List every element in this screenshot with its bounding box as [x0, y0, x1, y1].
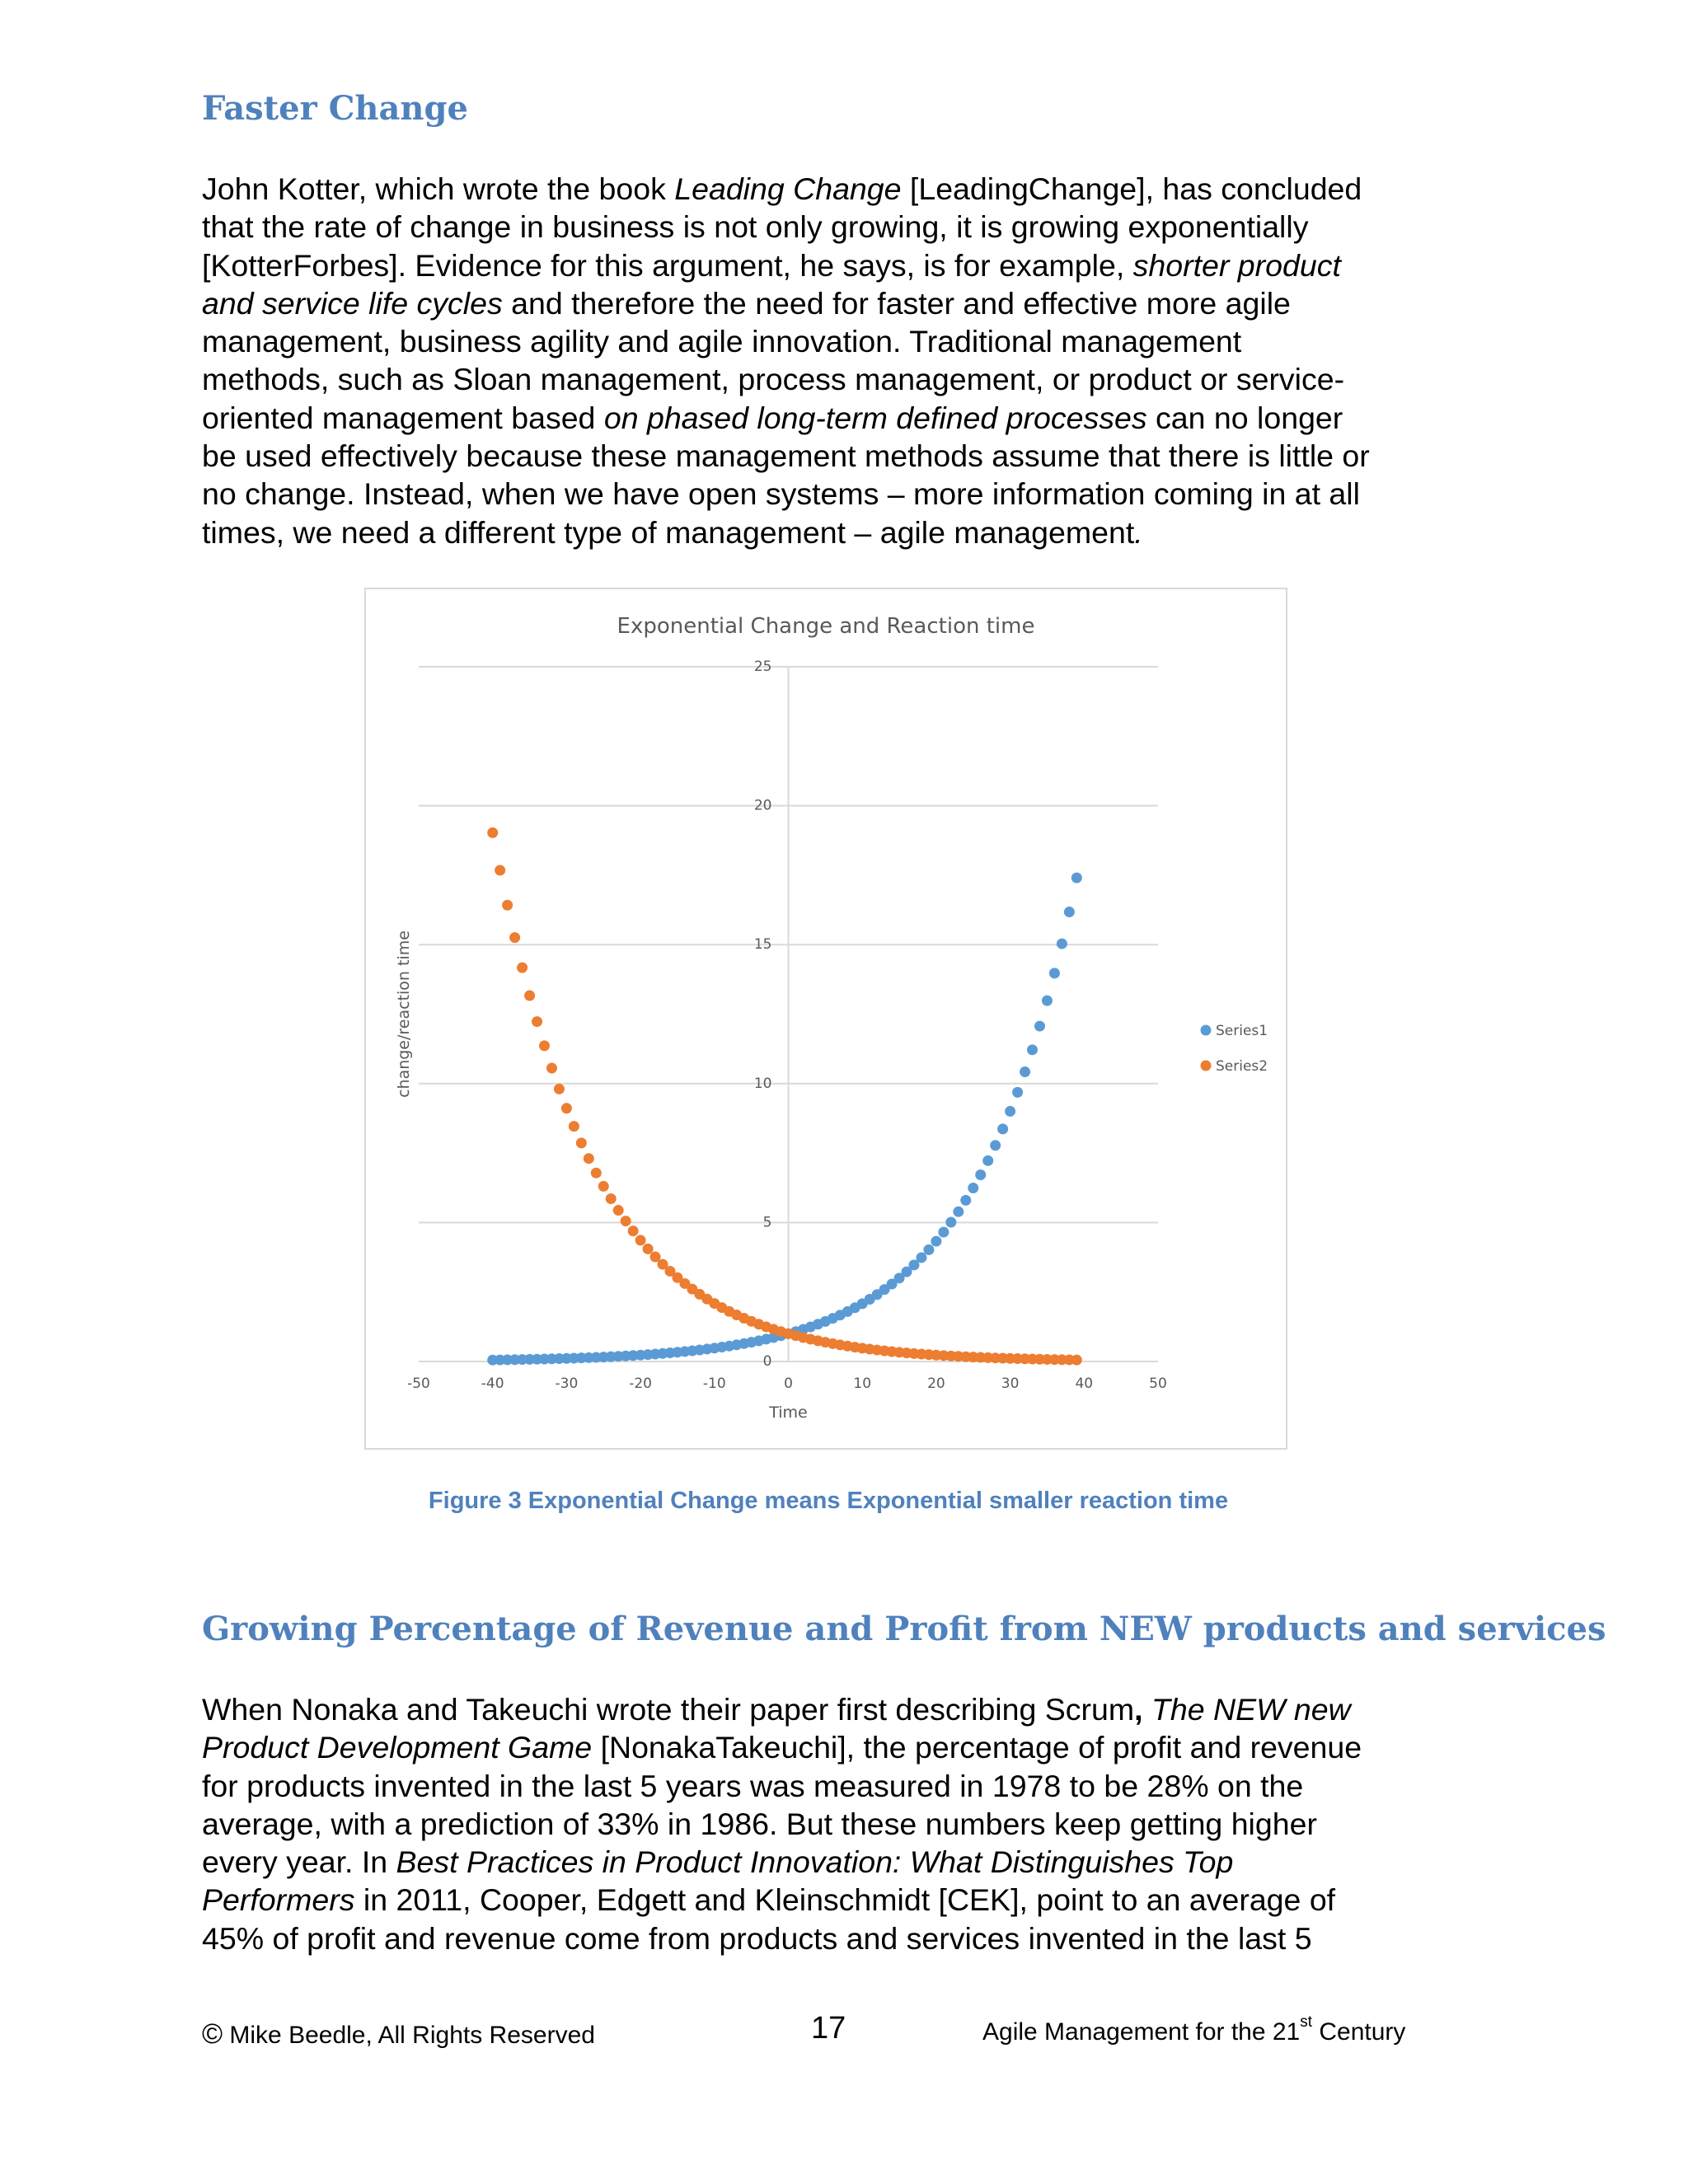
paragraph2-text-run: Product Development Game [202, 1730, 593, 1765]
data-point-series2 [621, 1216, 631, 1226]
paragraph2-line [202, 1767, 1488, 1805]
x-tick-label: -50 [407, 1376, 430, 1392]
data-point-series2 [606, 1193, 617, 1204]
data-point-series1 [916, 1252, 926, 1263]
y-tick-label: 10 [753, 1075, 772, 1092]
data-point-series1 [990, 1140, 1001, 1151]
paragraph1-text-run: on phased long-term defined processes [603, 400, 1147, 435]
data-point-series2 [613, 1205, 624, 1216]
data-point-series1 [968, 1183, 978, 1193]
section-heading-growing-percentage: Growing Percentage of Revenue and Profit from NEW products and services [202, 1610, 1606, 1648]
data-point-series1 [1027, 1044, 1038, 1055]
data-point-series2 [554, 1084, 565, 1094]
paragraph1-text-run: [LeadingChange], has concluded [901, 171, 1362, 206]
copyright-icon: © [202, 2018, 223, 2050]
paragraph1-text-run: can no longer [1146, 400, 1343, 435]
data-point-series2 [509, 932, 520, 943]
y-tick-label: 20 [753, 797, 772, 814]
data-point-series2 [524, 991, 535, 1001]
paragraph1-line [202, 322, 1488, 360]
data-point-series1 [953, 1207, 964, 1217]
paragraph2-line [202, 1843, 1488, 1881]
y-tick-label: 5 [762, 1214, 772, 1231]
x-tick-label: 40 [1075, 1376, 1094, 1392]
paragraph1-text-run: and service life cycles [202, 285, 503, 321]
data-point-series2 [569, 1121, 579, 1132]
paragraph1-text-run: oriented management based [202, 400, 604, 435]
data-point-series1 [1064, 907, 1075, 917]
paragraph2-text-run: every year. In [202, 1844, 396, 1880]
x-tick-label: -40 [481, 1376, 504, 1392]
data-point-series2 [598, 1181, 609, 1192]
data-point-series1 [960, 1195, 971, 1206]
paragraph1-text-run: that the rate of change in business is not only growing, it is growing exponentially [202, 209, 1309, 245]
data-point-series2 [546, 1063, 557, 1074]
footer-title-pre: Agile Management for the 21 [982, 2018, 1301, 2046]
chart-title: Exponential Change and Reaction time [617, 614, 1035, 639]
x-tick-label: -20 [629, 1376, 652, 1392]
x-tick-label: -30 [555, 1376, 579, 1392]
y-tick-label: 25 [753, 658, 772, 675]
footer-title-post: Century [1312, 2018, 1406, 2046]
paragraph2-line [202, 1919, 1488, 1957]
data-point-series1 [1042, 996, 1053, 1006]
data-point-series2 [517, 963, 528, 973]
y-tick-label: 0 [762, 1353, 772, 1370]
data-point-series2 [561, 1103, 572, 1113]
paragraph2-text-run: for products invented in the last 5 years was measured in 1978 to be 28% on the [202, 1768, 1304, 1803]
page-number: 17 [811, 2011, 846, 2046]
paragraph2-line [202, 1690, 1488, 1728]
figure-caption: Figure 3 Exponential Change means Exponential smaller reaction time [428, 1488, 1229, 1514]
paragraph2-text-run: 45% of profit and revenue come from products and services invented in the last 5 [202, 1920, 1312, 1956]
legend-label-series2: Series2 [1216, 1058, 1268, 1075]
paragraph2-text-run: The NEW new [1151, 1692, 1351, 1727]
footer-title-sup: st [1300, 2013, 1313, 2031]
paragraph1-line [202, 246, 1488, 284]
data-point-series2 [532, 1016, 542, 1027]
paragraph2-line [202, 1805, 1488, 1843]
paragraph1-line [202, 360, 1488, 398]
data-point-series1 [1012, 1087, 1023, 1098]
data-point-series1 [997, 1123, 1008, 1134]
section-heading-faster-change: Faster Change [202, 89, 468, 128]
x-tick-label: 30 [1001, 1376, 1020, 1392]
paragraph1-line [202, 284, 1488, 322]
legend-marker-series1 [1201, 1025, 1212, 1036]
paragraph-faster-change [202, 170, 1488, 551]
data-point-series1 [938, 1226, 949, 1237]
paragraph1-text-run: be used effectively because these management methods assume that there is little or [202, 438, 1370, 474]
paragraph2-text-run: When Nonaka and Takeuchi wrote their paper first describing Scrum [202, 1692, 1135, 1727]
data-point-series2 [1071, 1355, 1082, 1366]
footer-book-title [982, 2013, 1406, 2046]
paragraph2-text-run: in 2011, Cooper, Edgett and Kleinschmidt [CEK], point to an average of [354, 1882, 1336, 1918]
data-point-series2 [539, 1040, 550, 1051]
x-tick-label: 0 [784, 1376, 793, 1392]
data-point-series2 [576, 1137, 587, 1148]
paragraph1-text-run: methods, such as Sloan management, process management, or product or service- [202, 362, 1345, 397]
data-point-series1 [923, 1244, 934, 1255]
x-axis-title: Time [769, 1404, 808, 1422]
paragraph1-line [202, 208, 1488, 246]
exponential-chart [364, 588, 1287, 1450]
paragraph1-text-run: times, we need a different type of management – agile management [202, 514, 1135, 550]
paragraph1-line [202, 437, 1488, 475]
paragraph1-text-run: [KotterForbes]. Evidence for this argument, he says, is for example, [202, 247, 1133, 283]
data-point-series1 [1071, 873, 1082, 883]
x-tick-label: 50 [1149, 1376, 1167, 1392]
legend-label-series1: Series1 [1216, 1023, 1268, 1039]
legend-marker-series2 [1201, 1061, 1212, 1071]
paragraph1-text-run: . [1134, 514, 1143, 550]
paragraph2-line [202, 1881, 1488, 1919]
paragraph1-line [202, 513, 1488, 551]
data-point-series2 [584, 1153, 594, 1164]
data-point-series1 [975, 1169, 986, 1180]
paragraph2-text-run [1143, 1692, 1151, 1727]
data-point-series2 [643, 1244, 654, 1254]
data-point-series1 [1049, 968, 1060, 978]
paragraph1-text-run: management, business agility and agile innovation. Traditional management [202, 324, 1242, 359]
x-tick-label: -10 [702, 1376, 726, 1392]
paragraph1-text-run: John Kotter, which wrote the book [202, 171, 675, 206]
data-point-series1 [982, 1155, 993, 1166]
data-point-series2 [495, 865, 505, 875]
data-point-series2 [591, 1168, 602, 1179]
paragraph2-line [202, 1728, 1488, 1766]
paragraph-growing-percentage [202, 1690, 1488, 1957]
data-point-series1 [1034, 1021, 1045, 1032]
x-tick-label: 10 [853, 1376, 872, 1392]
paragraph1-text-run: and therefore the need for faster and effective more agile [502, 285, 1291, 321]
data-point-series2 [628, 1226, 639, 1236]
data-point-series2 [502, 900, 513, 911]
data-point-series1 [1020, 1066, 1030, 1077]
paragraph2-text-run: average, with a prediction of 33% in 1986. But these numbers keep getting higher [202, 1806, 1317, 1841]
paragraph2-text-run: Best Practices in Product Innovation: What Distinguishes Top [396, 1844, 1234, 1880]
paragraph1-text-run: shorter product [1132, 247, 1341, 283]
footer-copyright [202, 2018, 595, 2050]
data-point-series2 [635, 1235, 646, 1245]
y-axis-title: change/reaction time [395, 930, 413, 1098]
y-tick-label: 15 [753, 936, 772, 954]
paragraph1-line [202, 399, 1488, 437]
x-tick-label: 20 [927, 1376, 945, 1392]
paragraph2-text-run: Performers [202, 1882, 355, 1918]
data-point-series2 [487, 827, 498, 838]
data-point-series1 [931, 1236, 941, 1247]
paragraph1-text-run: Leading Change [674, 171, 902, 206]
paragraph2-text-run: [NonakaTakeuchi], the percentage of profit and revenue [592, 1730, 1362, 1765]
paragraph1-line [202, 475, 1488, 513]
paragraph1-line [202, 170, 1488, 208]
paragraph2-text-run: , [1134, 1692, 1143, 1727]
data-point-series1 [1005, 1106, 1015, 1117]
paragraph1-text-run: no change. Instead, when we have open systems – more information coming in at all [202, 476, 1360, 512]
data-point-series1 [1057, 939, 1067, 949]
data-point-series1 [945, 1217, 956, 1228]
chart-svg [366, 589, 1286, 1448]
footer-copyright-text: Mike Beedle, All Rights Reserved [229, 2022, 595, 2049]
